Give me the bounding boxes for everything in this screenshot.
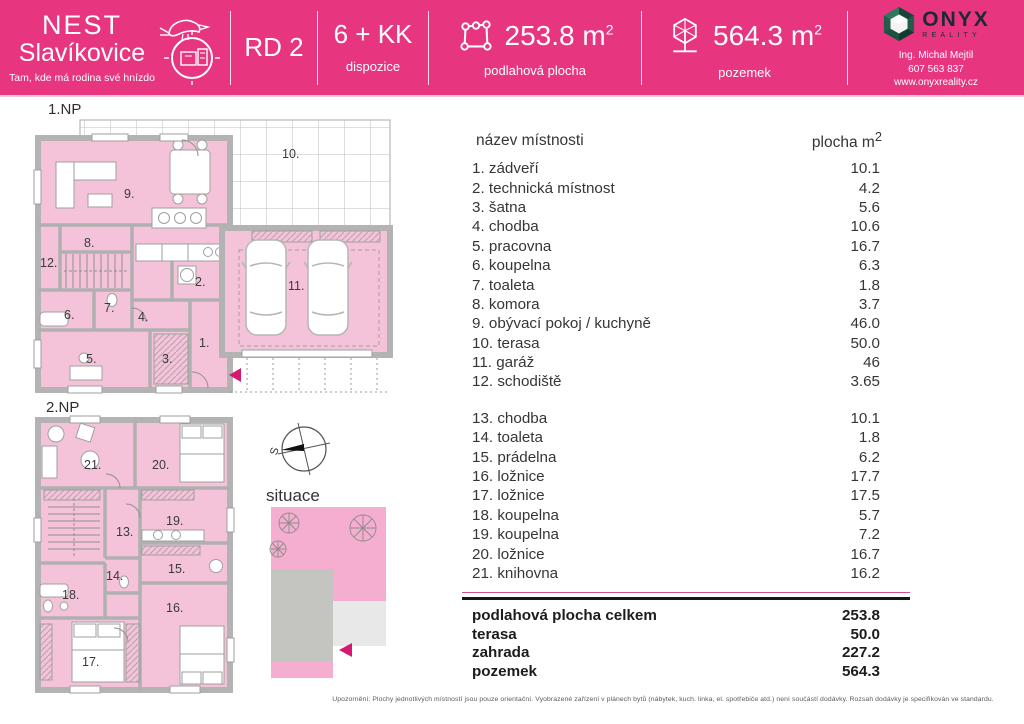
room-name: 12. schodiště (472, 373, 562, 391)
table-row (462, 447, 910, 466)
room-name: 21. knihovna (472, 565, 559, 582)
agency-block (848, 5, 1024, 90)
room-area: 16.7 (850, 237, 880, 255)
room-label: 6. (64, 308, 75, 322)
disposition-value: 6 + KK (333, 19, 413, 49)
total-value: 253.8 (841, 607, 880, 624)
floorplan-np1 (32, 100, 432, 400)
total-value: 564.3 (841, 662, 880, 680)
room-area: 5.7 (858, 506, 880, 524)
agent-name: Ing. Michal Mejtil (898, 50, 974, 62)
compass-icon (268, 418, 338, 482)
header-bar (0, 0, 1024, 97)
room-table (462, 128, 910, 681)
room-name: 15. prádelna (472, 448, 557, 466)
table-row (462, 353, 910, 372)
table-row (462, 564, 910, 583)
room-label: 17. (82, 655, 100, 669)
brand-tagline: Tam, kde má rodina své hnízdo (9, 71, 155, 84)
floor-area-caption: podlahová plocha (484, 63, 586, 78)
table-row (462, 237, 910, 256)
totals-separator-black (462, 597, 910, 600)
total-row (462, 643, 910, 662)
room-name: 4. chodba (472, 218, 539, 236)
table-row (462, 198, 910, 217)
floor-area-value: 253.8 $m^2$ (504, 20, 614, 51)
table-row (462, 544, 910, 563)
room-name: 14. toaleta (472, 429, 543, 447)
plot-area-block (642, 15, 847, 80)
table-row (462, 159, 910, 178)
room-area: 10.1 (850, 409, 880, 427)
room-label: 1. (199, 336, 210, 350)
room-name: 20. ložnice (472, 545, 545, 563)
table-header-name: název místnosti (476, 132, 584, 149)
total-value: 50.0 (850, 625, 880, 643)
room-area: 1.8 (858, 429, 880, 447)
driveway (230, 358, 390, 392)
room-area: 10.1 (850, 160, 880, 178)
table-header-area: plocha $m^2$ (811, 129, 882, 152)
room-name: 17. ložnice (472, 487, 545, 505)
room-name: 6. koupelna (472, 257, 551, 275)
garage-door (242, 350, 372, 357)
room-label: 9. (124, 187, 135, 201)
garden-strip (271, 661, 333, 678)
room-area: 10.6 (850, 218, 880, 236)
room-label: 10. (282, 147, 300, 161)
total-row (462, 662, 910, 681)
agent-phone: 607 563 837 (908, 63, 964, 75)
total-label: podlahová plocha celkem (472, 607, 657, 624)
driveway-area (333, 601, 386, 646)
table-row (462, 314, 910, 333)
room-name: 10. terasa (472, 334, 540, 352)
agency-name: ONYX (922, 8, 990, 32)
total-value: 227.2 (841, 644, 880, 662)
room-name: 1. zádveří (472, 160, 539, 178)
room-name: 18. koupelna (472, 506, 559, 524)
room-label: 20. (152, 458, 170, 472)
house-footprint (271, 569, 333, 661)
car-icon (304, 240, 352, 335)
brand-name-line2: Slavíkovice (18, 38, 146, 67)
room-name: 11. garáž (472, 354, 535, 372)
table-group-gap (462, 392, 910, 409)
total-row (462, 625, 910, 644)
room-name: 19. koupelna (472, 526, 559, 544)
table-row (462, 428, 910, 447)
situace-title: situace (266, 486, 320, 505)
room-label: 11. (288, 279, 305, 293)
brand-block (0, 0, 230, 95)
total-label: pozemek (472, 662, 537, 680)
room-area: 6.3 (858, 257, 880, 275)
table-row (462, 178, 910, 197)
floorplan-np2 (30, 398, 242, 698)
tree-icon (667, 15, 703, 57)
room-label: 19. (166, 514, 184, 528)
total-label: zahrada (472, 644, 530, 662)
room-name: 13. chodba (472, 409, 548, 427)
disclaimer-text: Upozornění: Plochy jednotlivých místností jsou pouze orientační. Vyobrazené zařízení v plánech bytů (nábytek, kuch. linka, el. spotřebiče atd.) není součástí dodávky. Rozsah dodávky je specifikován ve standardu. (332, 696, 994, 703)
room-area: 5.6 (858, 198, 880, 216)
house-np1 (34, 134, 230, 393)
room-name: 3. šatna (472, 198, 527, 216)
area-polygon-icon (457, 17, 495, 55)
room-area: 46 (863, 354, 880, 372)
room-area: 46.0 (850, 315, 880, 333)
room-area: 4.2 (858, 179, 880, 197)
room-area: 16.2 (850, 565, 880, 582)
room-name: 2. technická místnost (472, 179, 615, 197)
onyx-gem-icon (882, 5, 916, 43)
unit-label: RD 2 (244, 32, 304, 62)
table-row (462, 295, 910, 314)
room-name: 7. toaleta (472, 276, 535, 294)
totals-separator-pink (462, 592, 910, 593)
room-label: 8. (84, 236, 95, 250)
room-label: 4. (138, 310, 149, 324)
agent-website: www.onyxreality.cz (894, 77, 978, 89)
siteplan (263, 503, 398, 685)
room-area: 3.65 (850, 373, 880, 391)
room-label: 13. (116, 525, 134, 539)
room-label: 21. (84, 458, 102, 472)
room-label: 16. (166, 601, 184, 615)
room-label: 15. (168, 562, 186, 576)
floorplan-title-np1: 1.NP (48, 101, 82, 118)
disposition-caption: dispozice (345, 59, 401, 74)
plot-area-caption: pozemek (718, 65, 771, 80)
brand-name-line1: NEST (41, 9, 122, 40)
bird-nest-logo-icon (159, 11, 221, 85)
room-area: 17.5 (850, 487, 880, 505)
room-area: 16.7 (850, 545, 880, 563)
table-row (462, 217, 910, 236)
room-label: 5. (86, 352, 97, 366)
brand-text (9, 9, 155, 84)
room-name: 5. pracovna (472, 237, 552, 255)
disposition-block (318, 21, 428, 74)
room-label: 7. (104, 301, 115, 315)
room-label: 3. (162, 352, 173, 366)
room-label: 18. (62, 588, 80, 602)
table-row (462, 409, 910, 428)
room-name: 8. komora (472, 295, 540, 313)
room-area: 50.0 (850, 334, 880, 352)
room-area: 7.2 (858, 526, 880, 544)
room-name: 9. obývací pokoj / kuchyně (472, 315, 651, 333)
table-row (462, 275, 910, 294)
table-row (462, 525, 910, 544)
table-row (462, 334, 910, 353)
floor-area-block (429, 17, 641, 78)
floorplan-title-np2: 2.NP (46, 399, 80, 416)
garage-np1 (222, 228, 390, 357)
table-row (462, 372, 910, 391)
table-header (462, 128, 910, 154)
room-area: 17.7 (850, 468, 880, 486)
room-label: 12. (40, 256, 58, 270)
agency-subname: REALITY (922, 32, 981, 40)
room-area: 3.7 (858, 295, 880, 313)
room-name: 16. ložnice (472, 468, 545, 486)
plot-area-value: 564.3 $m^2$ (713, 20, 822, 51)
table-row (462, 256, 910, 275)
table-row (462, 506, 910, 525)
total-label: terasa (472, 625, 517, 643)
room-area: 1.8 (858, 276, 880, 294)
compass-label: S (268, 446, 282, 457)
room-label: 14. (106, 569, 124, 583)
total-row (462, 606, 910, 625)
room-label: 2. (195, 275, 206, 289)
table-row (462, 486, 910, 505)
room-area: 6.2 (858, 448, 880, 466)
table-row (462, 467, 910, 486)
car-icon (242, 240, 290, 335)
